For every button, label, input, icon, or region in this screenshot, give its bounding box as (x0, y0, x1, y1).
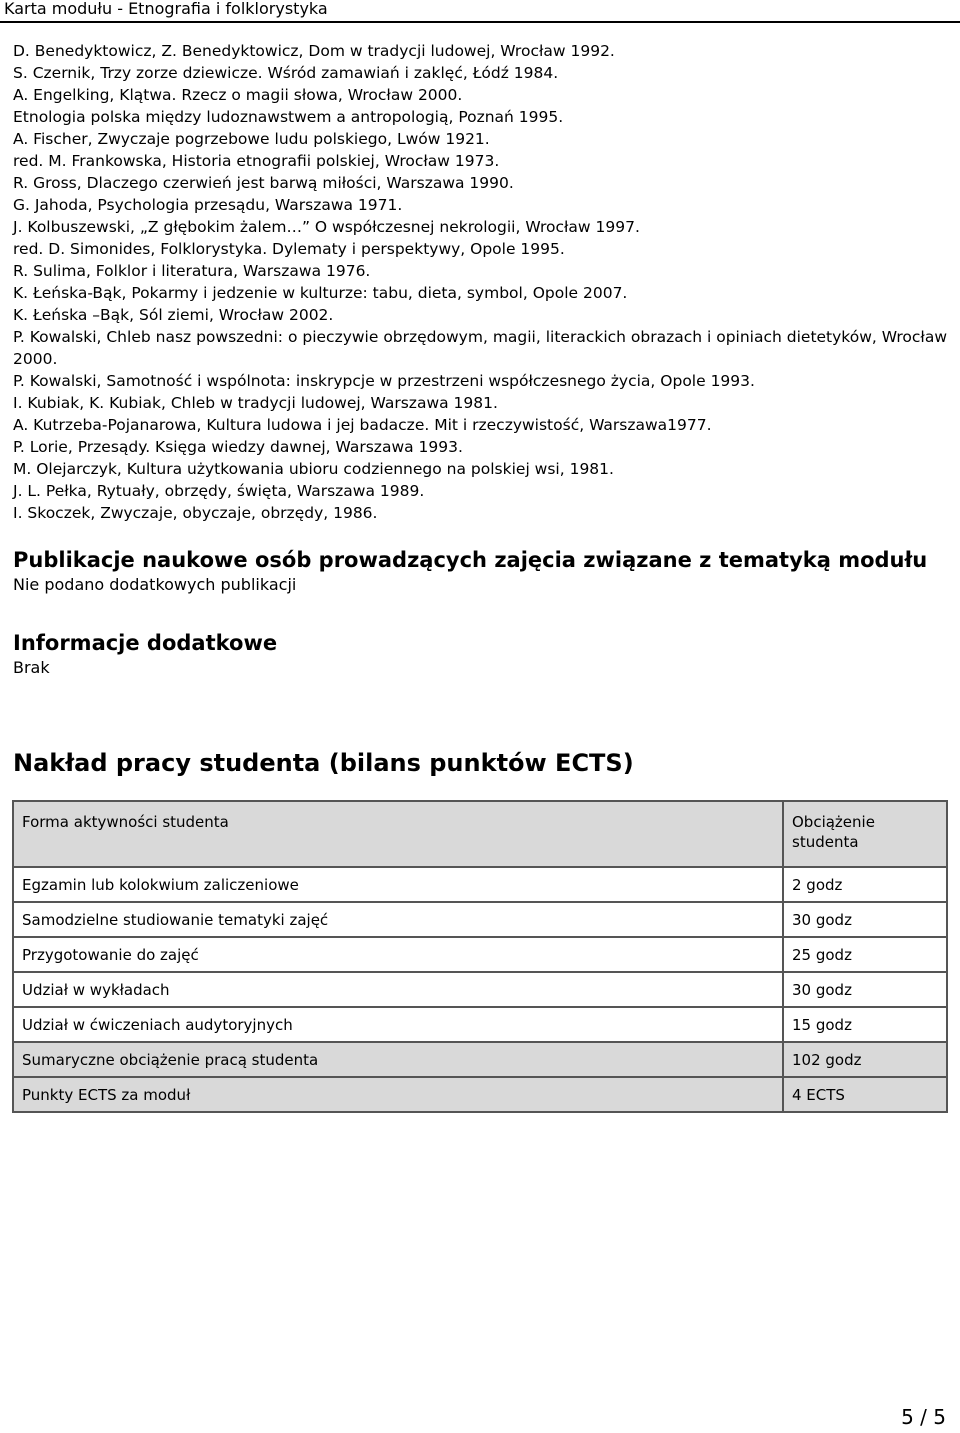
workload-heading: Nakład pracy studenta (bilans punktów ECTS) (13, 749, 634, 777)
activity-cell: Udział w wykładach (13, 972, 783, 1007)
additional-info-heading: Informacje dodatkowe (13, 631, 278, 655)
activity-cell: Udział w ćwiczeniach audytoryjnych (13, 1007, 783, 1042)
bibliography-item: R. Sulima, Folklor i literatura, Warszawa 1976. (13, 262, 371, 280)
bibliography-item: I. Skoczek, Zwyczaje, obyczaje, obrzędy, 1986. (13, 504, 378, 522)
bibliography-item: P. Kowalski, Samotność i wspólnota: inskrypcje w przestrzeni współczesnego życia, Opole 1993. (13, 372, 755, 390)
table-row (13, 972, 947, 1007)
table-row (13, 1007, 947, 1042)
bibliography-item: A. Engelking, Klątwa. Rzecz o magii słowa, Wrocław 2000. (13, 86, 463, 104)
bibliography-item: M. Olejarczyk, Kultura użytkowania ubioru codziennego na polskiej wsi, 1981. (13, 460, 614, 478)
load-cell: 25 godz (783, 937, 947, 972)
publications-heading: Publikacje naukowe osób prowadzących zajęcia związane z tematyką modułu (13, 548, 928, 572)
load-cell: 102 godz (783, 1042, 947, 1077)
workload-table (12, 800, 948, 1113)
bibliography-item: J. Kolbuszewski, „Z głębokim żalem…” O współczesnej nekrologii, Wrocław 1997. (13, 218, 640, 236)
table-row (13, 867, 947, 902)
activity-cell: Punkty ECTS za moduł (13, 1077, 783, 1112)
table-header-row (13, 801, 947, 867)
bibliography-item: P. Kowalski, Chleb nasz powszedni: o pieczywie obrzędowym, magii, literackich obrazach i opiniach dietetyków, Wrocław 2000. (13, 328, 947, 368)
load-cell: 15 godz (783, 1007, 947, 1042)
header-load-cell: Obciążenie studenta (783, 801, 947, 867)
bibliography-item: J. L. Pełka, Rytuały, obrzędy, święta, Warszawa 1989. (13, 482, 425, 500)
table-summary-row (13, 1042, 947, 1077)
publications-text: Nie podano dodatkowych publikacji (13, 575, 297, 594)
bibliography-item: S. Czernik, Trzy zorze dziewicze. Wśród zamawiań i zaklęć, Łódź 1984. (13, 64, 559, 82)
bibliography-list (13, 40, 947, 524)
load-cell: 30 godz (783, 902, 947, 937)
table-summary-row (13, 1077, 947, 1112)
table-row (13, 937, 947, 972)
header-activity-cell: Forma aktywności studenta (13, 801, 783, 867)
load-cell: 4 ECTS (783, 1077, 947, 1112)
load-cell: 30 godz (783, 972, 947, 1007)
activity-cell: Samodzielne studiowanie tematyki zajęć (13, 902, 783, 937)
activity-cell: Egzamin lub kolokwium zaliczeniowe (13, 867, 783, 902)
table-row (13, 902, 947, 937)
bibliography-item: D. Benedyktowicz, Z. Benedyktowicz, Dom w tradycji ludowej, Wrocław 1992. (13, 42, 615, 60)
bibliography-item: A. Kutrzeba-Pojanarowa, Kultura ludowa i jej badacze. Mit i rzeczywistość, Warszawa1977. (13, 416, 712, 434)
bibliography-item: red. M. Frankowska, Historia etnografii polskiej, Wrocław 1973. (13, 152, 500, 170)
bibliography-item: R. Gross, Dlaczego czerwień jest barwą miłości, Warszawa 1990. (13, 174, 514, 192)
bibliography-item: red. D. Simonides, Folklorystyka. Dylematy i perspektywy, Opole 1995. (13, 240, 565, 258)
activity-cell: Przygotowanie do zajęć (13, 937, 783, 972)
bibliography-item: K. Łeńska –Bąk, Sól ziemi, Wrocław 2002. (13, 306, 334, 324)
load-cell: 2 godz (783, 867, 947, 902)
bibliography-item: A. Fischer, Zwyczaje pogrzebowe ludu polskiego, Lwów 1921. (13, 130, 490, 148)
bibliography-item: G. Jahoda, Psychologia przesądu, Warszawa 1971. (13, 196, 403, 214)
bibliography-item: Etnologia polska między ludoznawstwem a antropologią, Poznań 1995. (13, 108, 564, 126)
bibliography-item: K. Łeńska-Bąk, Pokarmy i jedzenie w kulturze: tabu, dieta, symbol, Opole 2007. (13, 284, 628, 302)
header-divider (0, 21, 960, 23)
additional-info-text: Brak (13, 658, 50, 677)
page-number: 5 / 5 (901, 1405, 946, 1429)
bibliography-item: I. Kubiak, K. Kubiak, Chleb w tradycji ludowej, Warszawa 1981. (13, 394, 498, 412)
document-header: Karta modułu - Etnografia i folklorystyka (4, 0, 328, 18)
bibliography-item: P. Lorie, Przesądy. Księga wiedzy dawnej, Warszawa 1993. (13, 438, 463, 456)
activity-cell: Sumaryczne obciążenie pracą studenta (13, 1042, 783, 1077)
